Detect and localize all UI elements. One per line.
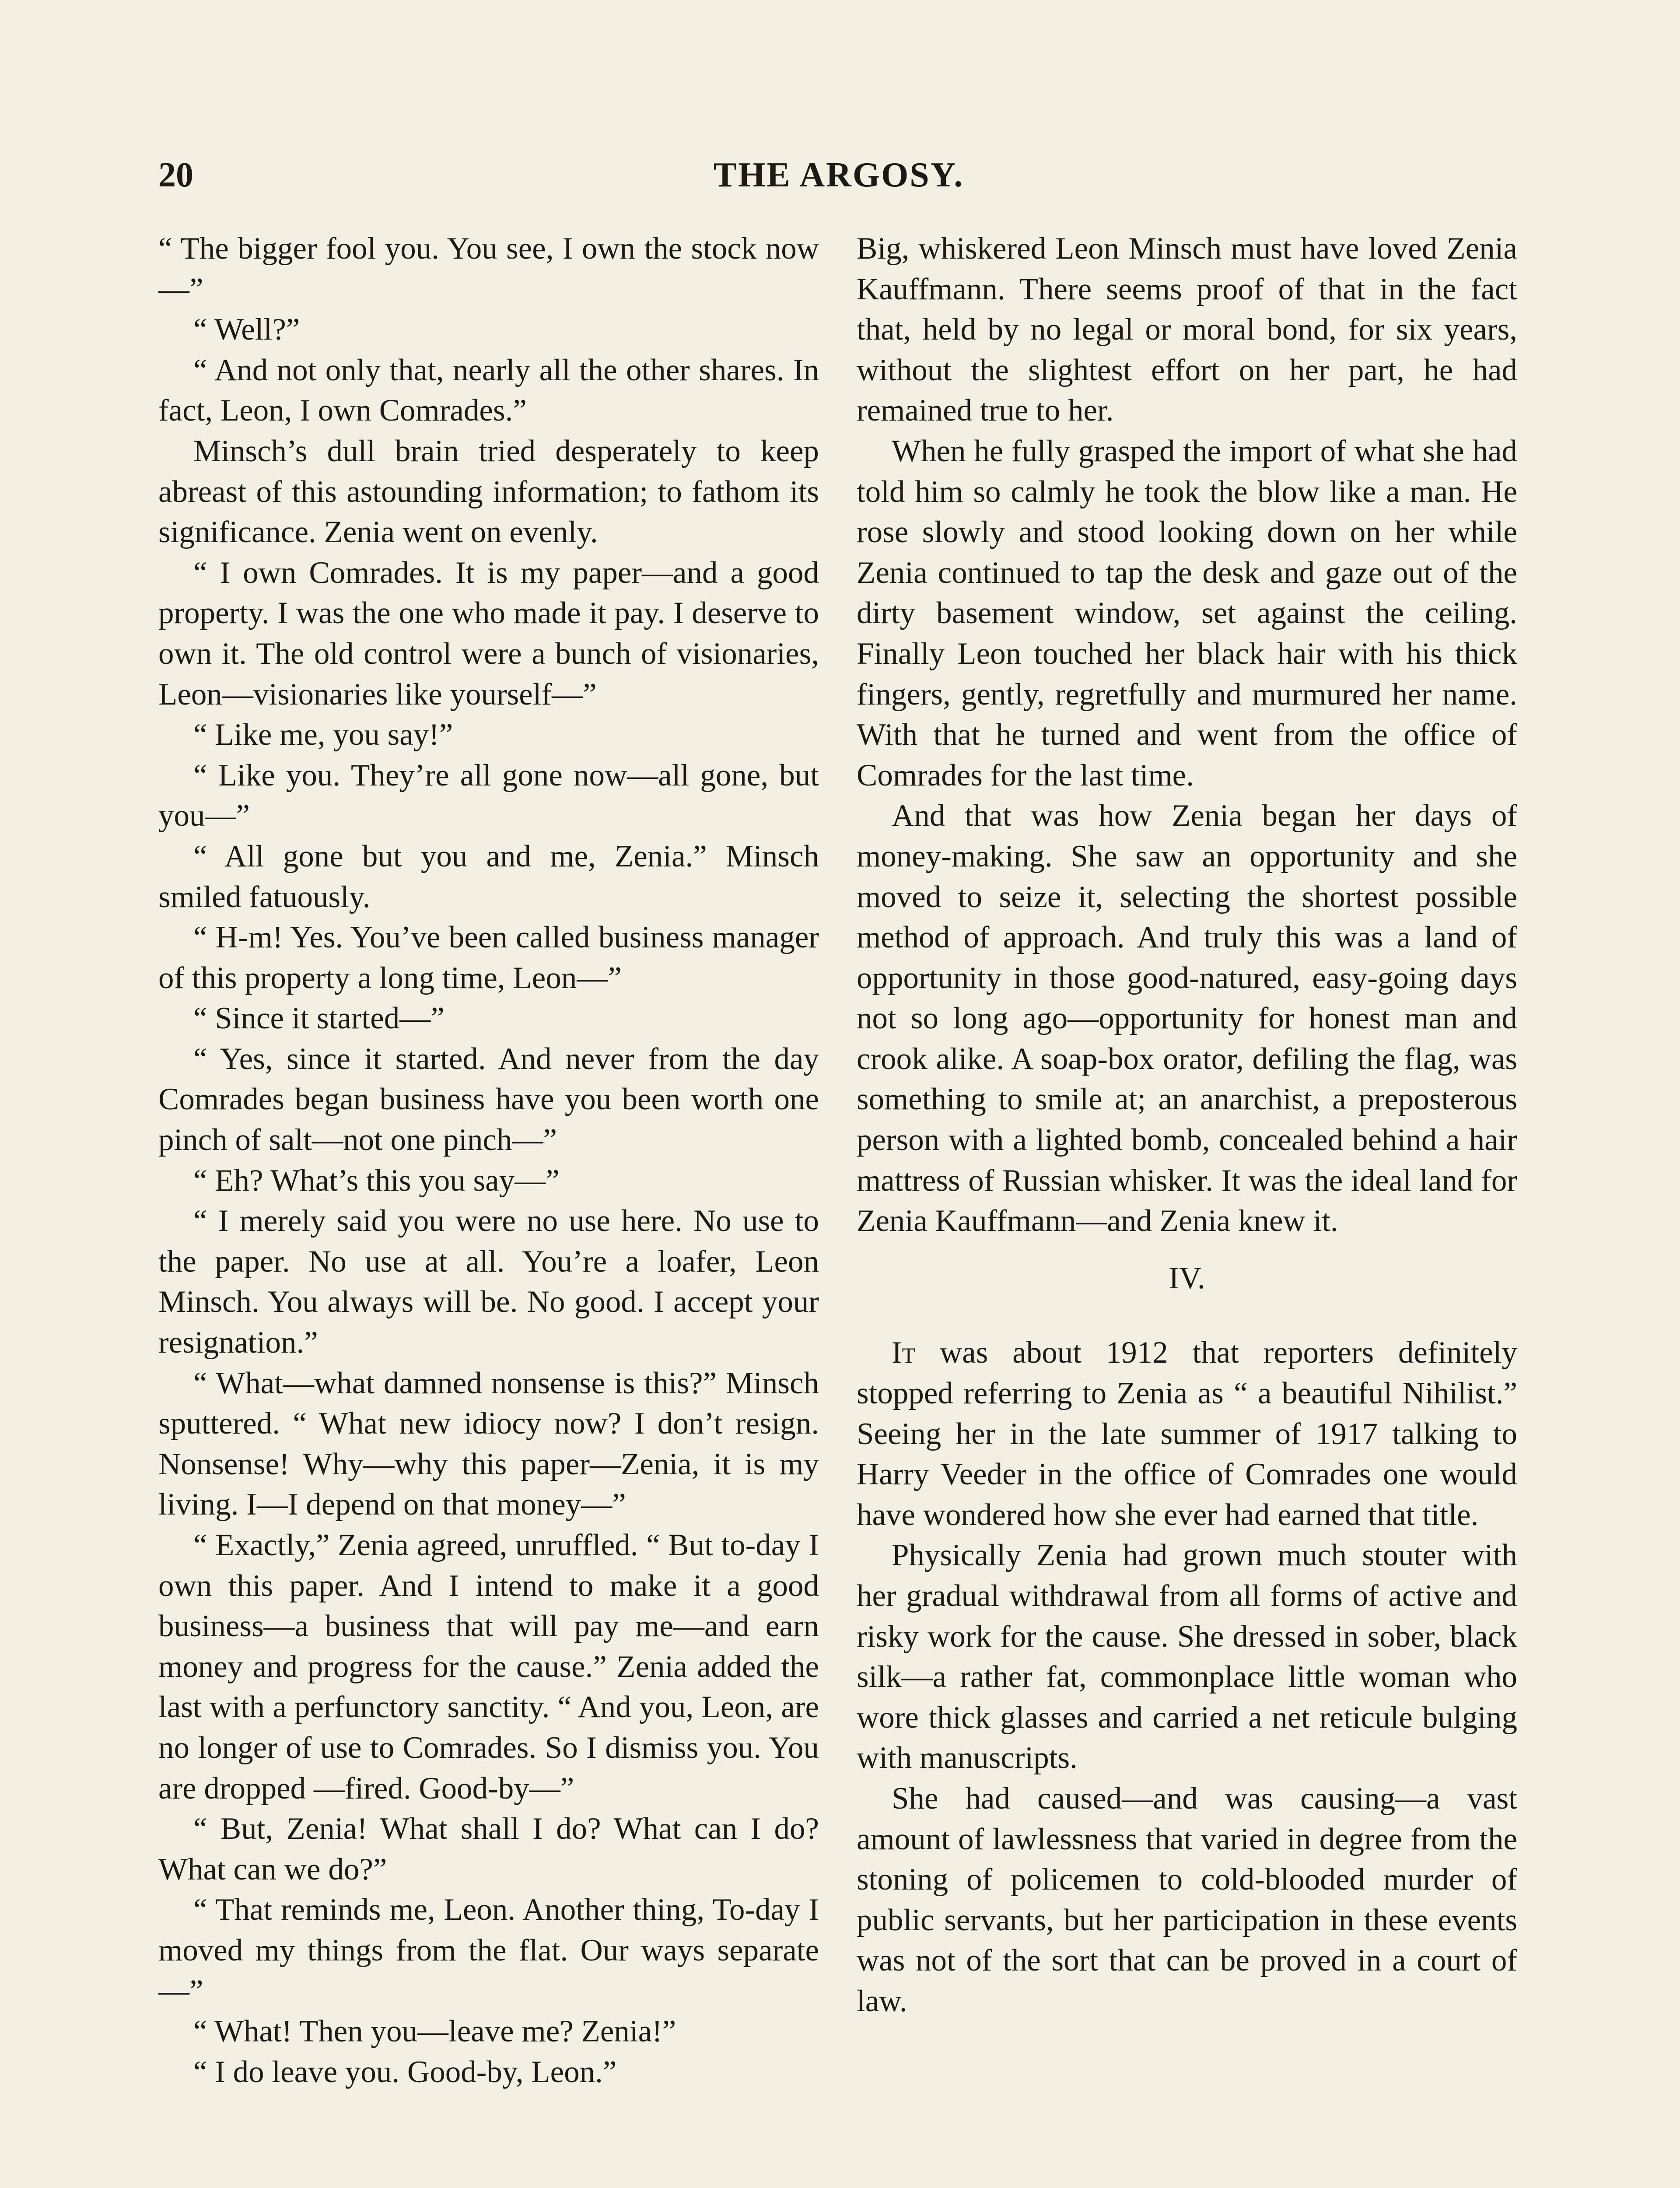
left-column xyxy=(158,228,819,2092)
paragraph: “ What! Then you—leave me? Zenia!” xyxy=(193,2014,676,2049)
paragraph: “ H-m! Yes. You’ve been called business manager of this property a long time, Leon—” xyxy=(158,920,819,995)
paragraph-text: was about 1912 that reporters definitely stopped referring to Zenia as “ a beautiful Nihilist.” Seeing her in the late summer of 1917 talking to Harry Veeder in the office of Comrades one would have wondered how she ever had earned that title. xyxy=(857,1336,1517,1532)
section-heading: IV. xyxy=(1169,1261,1205,1295)
paragraph: And that was how Zenia began her days of money-making. She saw an opportunity and she moved to seize it, selecting the shortest possible method of approach. And truly this was a land of opportunity in those good-natured, easy-going days not so long ago—opportunity for honest man and crook alike. A soap-box orator, defiling the flag, was something to smile at; an anarchist, a preposterous person with a lighted bomb, concealed behind a hair mattress of Russian whisker. It was the ideal land for Zenia Kauffmann—and Zenia knew it. xyxy=(857,799,1517,1238)
drop-word: It xyxy=(892,1336,916,1370)
paragraph: Physically Zenia had grown much stouter with her gradual withdrawal from all forms of active and risky work for the cause. She dressed in sober, black silk—a rather fat, commonplace little woman who wore thick glasses and carried a net reticule bulging with manuscripts. xyxy=(857,1538,1517,1775)
paragraph: “ Like me, you say!” xyxy=(193,718,453,752)
paragraph: “ Like you. They’re all gone now—all gone, but you—” xyxy=(158,758,819,833)
paragraph: Big, whiskered Leon Minsch must have loved Zenia Kauffmann. There seems proof of that in the fact that, held by no legal or moral bond, for six years, without the slightest effort on her part, he had remained true to her. xyxy=(857,231,1517,428)
paragraph: “ I do leave you. Good-by, Leon.” xyxy=(193,2055,617,2089)
paragraph: “ That reminds me, Leon. Another thing, To-day I moved my things from the flat. Our ways separate—” xyxy=(158,1893,819,2008)
paragraph: “ Since it started—” xyxy=(193,1001,444,1036)
paragraph: “ But, Zenia! What shall I do? What can I do? What can we do?” xyxy=(158,1812,819,1886)
page-number: 20 xyxy=(158,156,193,194)
page-header xyxy=(158,151,1519,199)
paragraph: When he fully grasped the import of what she had told him so calmly he took the blow like a man. He rose slowly and stood looking down on her while Zenia continued to tap the desk and gaze out of the dirty basement window, set against the ceiling. Finally Leon touched her black hair with his thick fingers, gently, regretfully and murmured her name. With that he turned and went from the office of Comrades for the last time. xyxy=(857,434,1517,792)
paragraph: Minsch’s dull brain tried desperately to keep abreast of this astounding information; to fathom its significance. Zenia went on evenly. xyxy=(158,434,819,550)
paragraph: “ Yes, since it started. And never from the day Comrades began business have you been worth one pinch of salt—not one pinch—” xyxy=(158,1041,819,1157)
paragraph: “ What—what damned nonsense is this?” Minsch sputtered. “ What new idiocy now? I don’t resign. Nonsense! Why—why this paper—Zenia, it is my living. I—I depend on that money—” xyxy=(158,1366,819,1522)
paragraph: “ And not only that, nearly all the other shares. In fact, Leon, I own Comrades.” xyxy=(158,353,819,428)
paragraph: “ Well?” xyxy=(193,312,300,347)
paragraph: “ I own Comrades. It is my paper—and a good property. I was the one who made it pay. I deserve to own it. The old control were a bunch of visionaries, Leon—visionaries like yourself—” xyxy=(158,555,819,712)
right-column xyxy=(857,228,1517,2022)
section-opening-paragraph xyxy=(857,1332,1517,1535)
paragraph: “ Exactly,” Zenia agreed, unruffled. “ But to-day I own this paper. And I intend to make it a good business—a business that will pay me—and earn money and progress for the cause.” Zenia added the last with a perfunctory sanctity. “ And you, Leon, are no longer of use to Comrades. So I dismiss you. You are dropped —fired. Good-by—” xyxy=(158,1528,819,1806)
paragraph: “ I merely said you were no use here. No use to the paper. No use at all. You’re a loafer, Leon Minsch. You always will be. No good. I accept your resignation.” xyxy=(158,1204,819,1360)
paragraph: She had caused—and was causing—a vast amount of lawlessness that varied in degree from the stoning of policemen to cold-blooded murder of public servants, but her participation in these events was not of the sort that can be proved in a court of law. xyxy=(857,1781,1517,2018)
paragraph: “ All gone but you and me, Zenia.” Minsch smiled fatuously. xyxy=(158,839,819,914)
paragraph: “ Eh? What’s this you say—” xyxy=(193,1163,560,1198)
paragraph: “ The bigger fool you. You see, I own the stock now—” xyxy=(158,231,819,306)
running-title: THE ARGOSY. xyxy=(713,156,964,194)
